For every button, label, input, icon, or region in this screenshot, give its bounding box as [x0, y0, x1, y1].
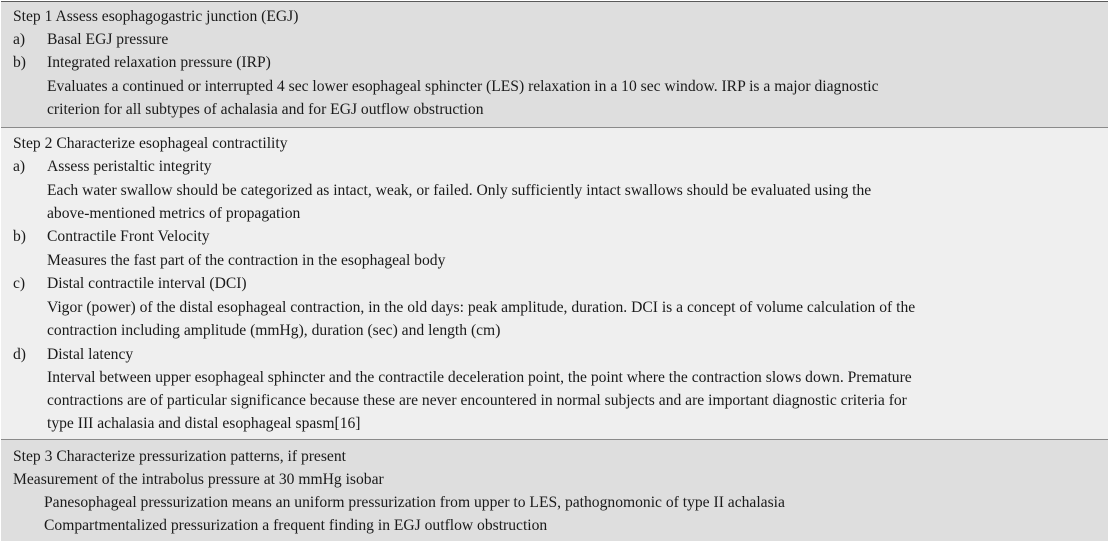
step-1-title: Step 1 Assess esophagogastric junction (EGJ)	[13, 8, 299, 25]
step-2-item-b-marker: b)	[13, 228, 26, 245]
step-2-title: Step 2 Characterize esophageal contractility	[13, 135, 288, 152]
step-1-item-a-label: Basal EGJ pressure	[47, 31, 169, 48]
step-1-item-b-desc-line: Evaluates a continued or interrupted 4 sec lower esophageal sphincter (LES) relaxation in a 10 sec window. IRP is a major diagnostic	[47, 78, 879, 95]
step-2-item-a-desc-line: above-mentioned metrics of propagation	[47, 205, 301, 222]
step-1-item-b-marker: b)	[13, 54, 26, 71]
step-2-section	[1, 128, 1108, 440]
step-2-item-c-desc-line: Vigor (power) of the distal esophageal contraction, in the old days: peak amplitude, duration. DCI is a concept of volume calculation of the	[47, 299, 916, 316]
step-2-item-a-label: Assess peristaltic integrity	[47, 158, 212, 175]
step-2-item-b-desc-line: Measures the fast part of the contraction in the esophageal body	[47, 252, 446, 269]
step-1-section	[1, 2, 1108, 128]
step-3-subtitle: Measurement of the intrabolus pressure at 30 mmHg isobar	[13, 471, 384, 488]
step-3-pattern-item: Panesophageal pressurization means an uniform pressurization from upper to LES, pathognomonic of type II achalasia	[44, 494, 785, 511]
step-2-item-b-label: Contractile Front Velocity	[47, 228, 210, 245]
step-3-section	[1, 440, 1108, 541]
step-1-item-b-desc-line: criterion for all subtypes of achalasia and for EGJ outflow obstruction	[47, 101, 484, 118]
step-2-item-c-label: Distal contractile interval (DCI)	[47, 275, 247, 292]
step-2-item-d-desc-line: contractions are of particular significance because these are never encountered in normal subjects and are important diagnostic criteria for	[47, 392, 907, 409]
step-1-item-b-label: Integrated relaxation pressure (IRP)	[47, 54, 271, 71]
step-2-item-a-desc-line: Each water swallow should be categorized as intact, weak, or failed. Only sufficiently intact swallows should be evaluated using the	[47, 182, 872, 199]
step-2-item-d-desc-line: Interval between upper esophageal sphincter and the contractile deceleration point, the point where the contraction slows down. Premature	[47, 369, 912, 386]
step-2-item-d-desc-line: type III achalasia and distal esophageal spasm[16]	[47, 415, 361, 432]
step-2-item-a-marker: a)	[13, 158, 26, 175]
step-1-item-a-marker: a)	[13, 31, 26, 48]
step-2-item-c-marker: c)	[13, 275, 26, 292]
step-3-title: Step 3 Characterize pressurization patterns, if present	[13, 448, 346, 465]
step-2-item-d-marker: d)	[13, 346, 26, 363]
esophageal-manometry-steps-table	[1, 1, 1108, 541]
step-2-item-c-desc-line: contraction including amplitude (mmHg), duration (sec) and length (cm)	[47, 322, 501, 339]
step-3-pattern-item: Compartmentalized pressurization a frequent finding in EGJ outflow obstruction	[44, 517, 548, 534]
step-2-item-d-label: Distal latency	[47, 346, 134, 363]
